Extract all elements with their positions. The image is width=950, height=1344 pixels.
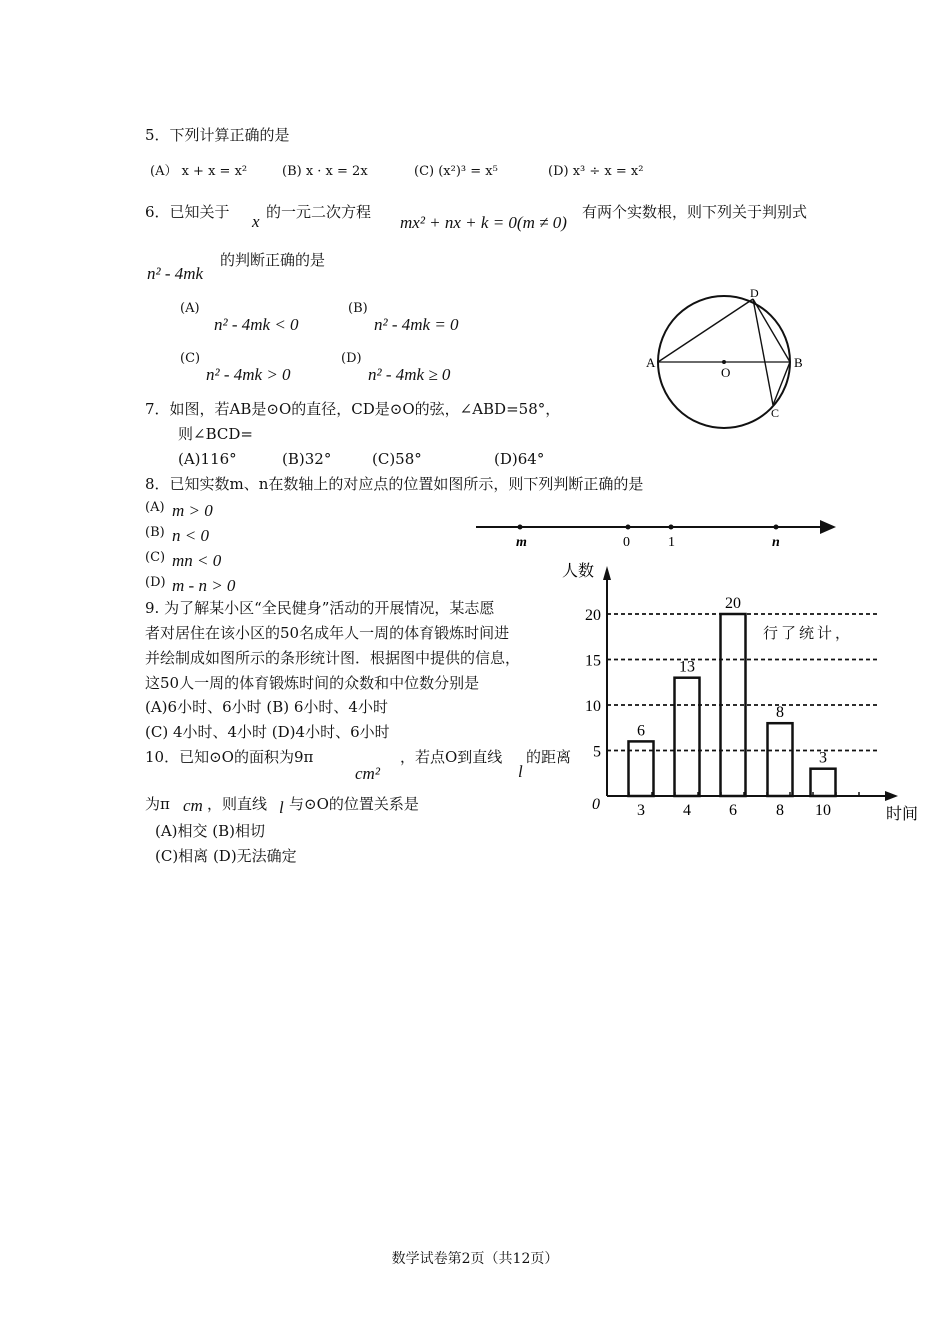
q6-option-d-expr: n² - 4mk ≥ 0 — [368, 365, 451, 384]
q9-line-2: 者对居住在该小区的50名成年人一周的体育锻炼时间进 — [145, 624, 510, 642]
q7-stem-2: 则∠BCD= — [178, 425, 253, 443]
q6-option-d-label: (D) — [341, 351, 362, 366]
q9-options-2: (C) 4小时、4小时 (D)4小时、6小时 — [145, 723, 390, 741]
q10-line-var-l: l — [279, 798, 284, 817]
q6-stem-d: 的判断正确的是 — [220, 251, 326, 269]
q7-option-c: (C)58° — [372, 450, 422, 468]
y-tick-5: 5 — [593, 743, 601, 761]
q6-stem-b: 的一元二次方程 — [266, 203, 372, 221]
x-tick-10: 10 — [815, 802, 831, 819]
page-footer: 数学试卷第2页（共12页） — [391, 1251, 559, 1267]
q9-line-4: 这50人一周的体育锻炼时间的众数和中位数分别是 — [145, 674, 480, 692]
q6-stem-a: 6．已知关于 — [145, 203, 230, 221]
q10-unit: cm² — [355, 764, 380, 783]
q6-var-x: x — [252, 212, 260, 231]
q6-stem-c: 有两个实数根，则下列关于判别式 — [582, 203, 808, 221]
q8-option-c-expr: mn < 0 — [172, 551, 222, 570]
chart-x-arrow — [885, 791, 898, 801]
label-c: C — [771, 406, 780, 420]
bar-value-6: 20 — [725, 595, 741, 612]
label-o: O — [721, 365, 731, 380]
q8-option-b-label: (B) — [145, 525, 165, 540]
q7-option-a: (A)116° — [178, 450, 237, 468]
bar-value-10: 3 — [819, 749, 827, 767]
q6-option-c-expr: n² - 4mk > 0 — [206, 365, 291, 384]
q8-option-a-expr: m > 0 — [172, 501, 213, 520]
chart-y-arrow — [603, 566, 611, 580]
label-n: n — [772, 535, 780, 550]
q7-option-d: (D)64° — [494, 450, 545, 468]
label-b: B — [794, 355, 803, 370]
y-tick-10: 10 — [585, 698, 601, 715]
chart-origin: 0 — [592, 796, 600, 813]
y-tick-20: 20 — [585, 607, 601, 624]
chart-ylabel: 人数 — [562, 561, 595, 580]
q10-stem-a: 10．已知⊙O的面积为9π — [145, 748, 314, 766]
q9-line-1: 9. 为了解某小区“全民健身”活动的开展情况，某志愿 — [145, 599, 495, 617]
q10-stem-b: ，若点O到直线 — [400, 748, 503, 766]
q5-stem: 5．下列计算正确的是 — [145, 126, 290, 144]
q8-option-d-label: (D) — [145, 575, 166, 590]
q10-line-2-c: 与⊙O的位置关系是 — [289, 795, 419, 813]
x-tick-8: 8 — [776, 802, 784, 819]
q6-option-c-label: (C) — [180, 351, 201, 366]
q5-option-c: (C) (x²)³ = x⁵ — [414, 164, 498, 179]
bar-value-8: 8 — [776, 704, 784, 722]
label-one: 1 — [668, 535, 675, 550]
q7-stem: 7．如图，若AB是⊙O的直径，CD是⊙O的弦，∠ABD=58°， — [145, 400, 561, 418]
x-tick-3: 3 — [637, 802, 645, 819]
x-tick-6: 6 — [729, 802, 737, 819]
bar-10 — [811, 769, 836, 796]
q6-discriminant: n² - 4mk — [147, 264, 204, 283]
bar-8 — [768, 723, 793, 796]
q10-options-2: (C)相离 (D)无法确定 — [155, 847, 297, 865]
chart-xlabel: 时间 — [886, 804, 919, 823]
q6-option-b-label: (B) — [348, 301, 368, 316]
label-a: A — [646, 355, 656, 370]
q8-option-a-label: (A) — [145, 500, 165, 515]
q10-cm: cm — [183, 796, 203, 815]
q10-options-1: (A)相交 (B)相切 — [155, 822, 266, 840]
q8-option-b-expr: n < 0 — [172, 526, 209, 545]
q8-option-c-label: (C) — [145, 550, 166, 565]
q10-line-2-b: ，则直线 — [207, 795, 268, 813]
q5-option-d: (D) x³ ÷ x = x² — [548, 164, 644, 179]
q10-var-l: l — [518, 762, 523, 781]
q6-option-b-expr: n² - 4mk = 0 — [374, 315, 459, 334]
q5-option-b: (B) x · x = 2x — [282, 164, 368, 179]
label-d: D — [750, 286, 759, 300]
q9-line-3: 并绘制成如图所示的条形统计图．根据图中提供的信息， — [145, 649, 521, 667]
q5-option-a: (A） x + x = x² — [150, 164, 248, 179]
q6-option-a-label: (A) — [180, 301, 200, 316]
bar-value-4: 13 — [679, 658, 695, 676]
label-zero: 0 — [623, 535, 630, 550]
q8-option-d-expr: m - n > 0 — [172, 576, 236, 595]
label-m: m — [516, 535, 527, 550]
q10-line-2-a: 为π — [145, 795, 170, 813]
q6-equation: mx² + nx + k = 0(m ≠ 0) — [400, 213, 567, 232]
q8-stem: 8．已知实数m、n在数轴上的对应点的位置如图所示，则下列判断正确的是 — [145, 475, 644, 493]
y-tick-15: 15 — [585, 652, 601, 670]
bar-value-3: 6 — [637, 722, 645, 740]
x-tick-4: 4 — [683, 802, 691, 819]
bar-4 — [675, 678, 700, 796]
q10-stem-c: 的距离 — [526, 748, 572, 766]
q6-option-a-expr: n² - 4mk < 0 — [214, 315, 299, 334]
q9-options-1: (A)6小时、6小时 (B) 6小时、4小时 — [145, 698, 388, 716]
bar-3 — [629, 741, 654, 796]
q7-option-b: (B)32° — [282, 450, 332, 468]
q9-line-2b: 行了统计， — [763, 624, 854, 642]
